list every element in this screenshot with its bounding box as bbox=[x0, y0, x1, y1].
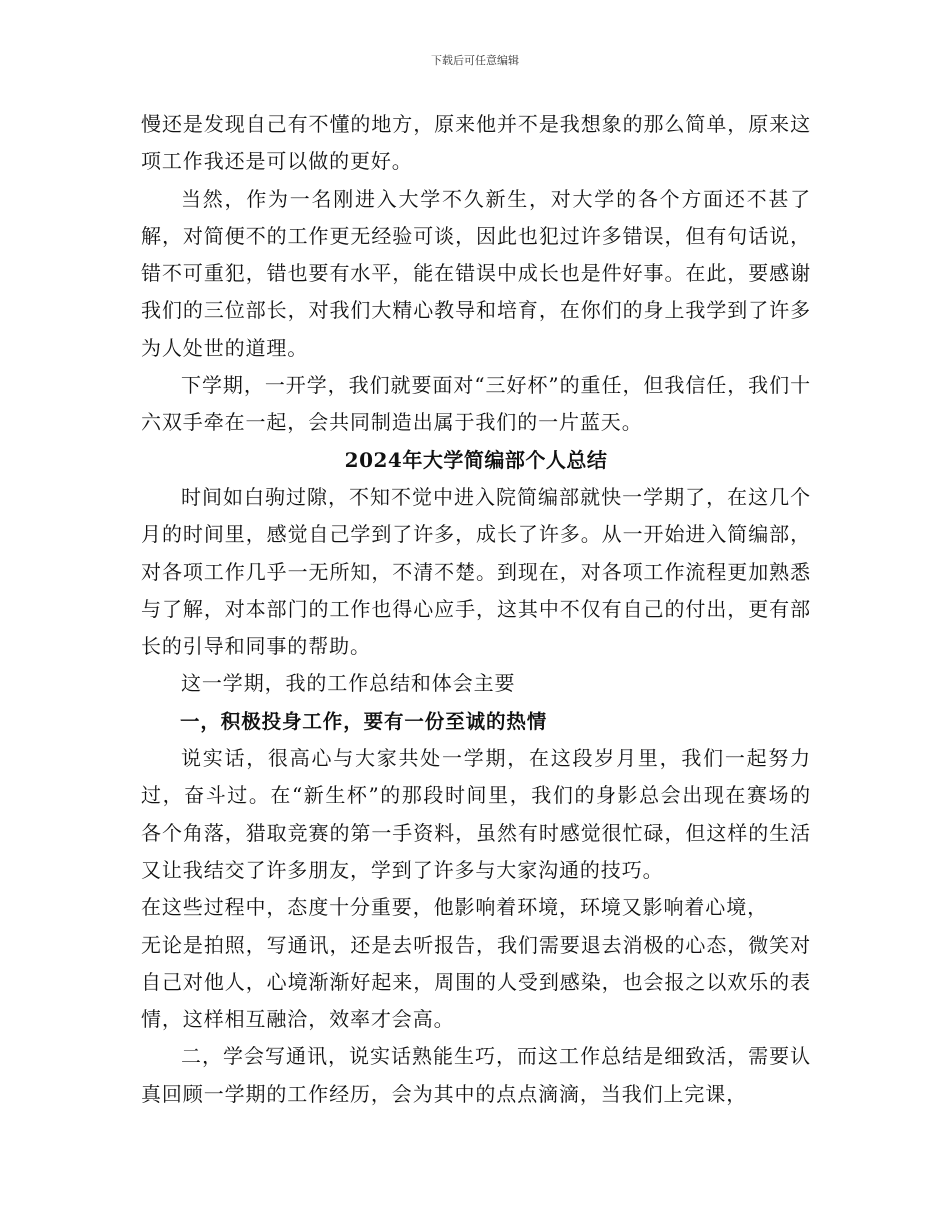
document-body bbox=[141, 106, 811, 1113]
paragraph: 说实话，很高心与大家共处一学期，在这段岁月里，我们一起努力过，奋斗过。在“新生杯”的那段时间里，我们的身影总会出现在赛场的各个角落，猎取竞赛的第一手资料，虽然有时感觉很忙碌，但这样的生活又让我结交了许多朋友，学到了许多与大家沟通的技巧。 bbox=[141, 746, 811, 882]
paragraph: 当然，作为一名刚进入大学不久新生，对大学的各个方面还不甚了解，对简便不的工作更无经验可谈，因此也犯过许多错误，但有句话说，错不可重犯，错也要有水平，能在错误中成长也是件好事。在此，要感谢我们的三位部长，对我们大精心教导和培育，在你们的身上我学到了许多为人处世的道理。 bbox=[141, 186, 811, 360]
paragraph: 时间如白驹过隙，不知不觉中进入院简编部就快一学期了，在这几个月的时间里，感觉自己学到了许多，成长了许多。从一开始进入简编部，对各项工作几乎一无所知，不清不楚。到现在，对各项工作流程更加熟悉与了解，对本部门的工作也得心应手，这其中不仅有自己的付出，更有部长的引导和同事的帮助。 bbox=[141, 484, 811, 659]
paragraph: 二，学会写通讯，说实话熟能生巧，而这工作总结是细致活，需要认真回顾一学期的工作经历，会为其中的点点滴滴，当我们上完课， bbox=[141, 1044, 811, 1106]
paragraph-line: 在这些过程中，态度十分重要，他影响着环境，环境又影响着心境， bbox=[141, 895, 768, 920]
paragraph-continuation: 慢还是发现自己有不懂的地方，原来他并不是我想象的那么简单，原来这项工作我还是可以做的更好。 bbox=[141, 112, 811, 174]
page-header: 下载后可任意编辑 bbox=[431, 54, 519, 67]
paragraph: 下学期，一开学，我们就要面对“三好杯”的重任，但我信任，我们十六双手牵在一起，会共同制造出属于我们的一片蓝天。 bbox=[141, 373, 811, 435]
section-title: 2024年大学简编部个人总结 bbox=[344, 447, 608, 472]
paragraph-line: 无论是拍照，写通讯，还是去听报告，我们需要退去消极的心态，微笑对自己对他人，心境渐渐好起来，周围的人受到感染，也会报之以欢乐的表情，这样相互融洽，效率才会高。 bbox=[141, 932, 811, 1032]
subheading: 一，积极投身工作，要有一份至诚的热情 bbox=[180, 709, 548, 733]
paragraph: 这一学期，我的工作总结和体会主要 bbox=[181, 671, 516, 696]
